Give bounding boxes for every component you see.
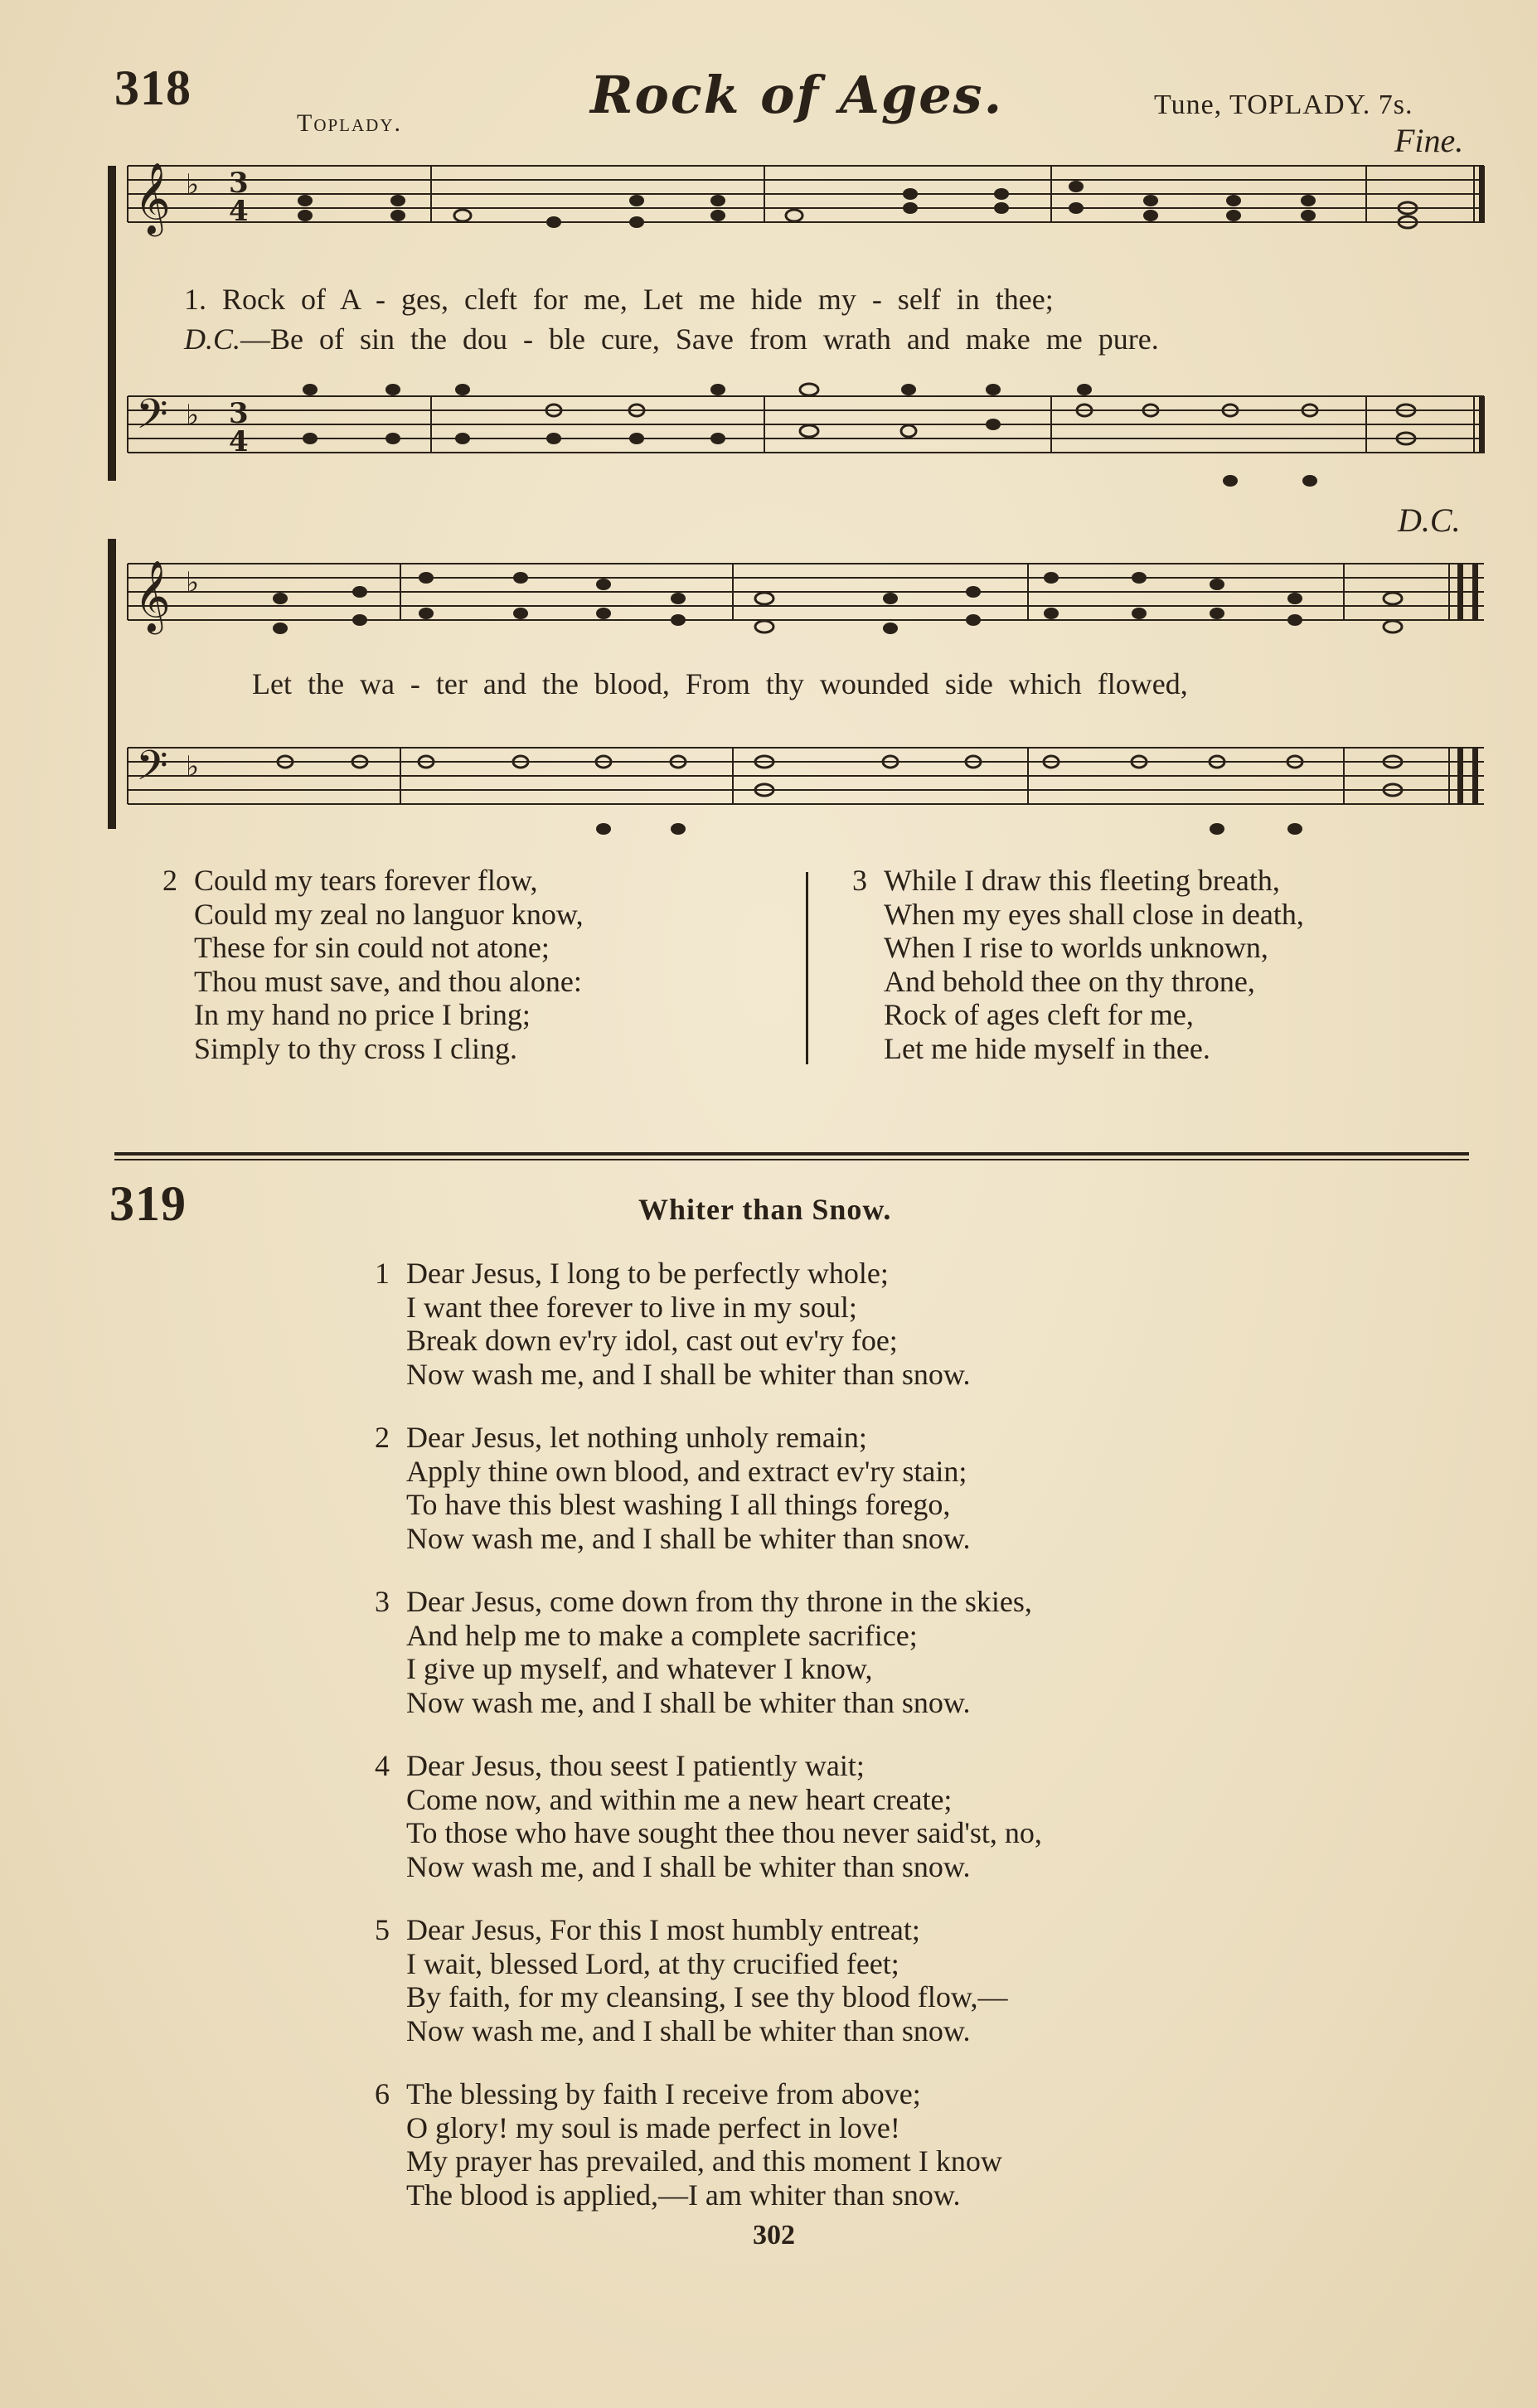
treble-notes-1: [298, 181, 1417, 228]
end-bar-bass-1: [1457, 748, 1463, 805]
verse-number: 4: [375, 1749, 390, 1782]
bass-time-top: 3: [229, 397, 249, 430]
bass-clef-icon: 𝄢: [136, 390, 168, 448]
verse-number: 3: [852, 864, 867, 897]
verse-line: Come now, and within me a new heart create;: [406, 1782, 953, 1816]
verse-line: 1 Dear Jesus, I long to be perfectly whole;: [375, 1257, 889, 1290]
verse-line: 3 While I draw this fleeting breath,: [852, 864, 1280, 897]
treble-staff-2: [128, 564, 1484, 620]
fine-double-bar: [1479, 166, 1485, 223]
verse-number: 3: [375, 1585, 390, 1618]
dc-marker: D.C.: [1398, 501, 1461, 539]
verse-line: Now wash me, and I shall be whiter than snow.: [406, 1849, 971, 1883]
verse-line: I want thee forever to live in my soul;: [406, 1290, 857, 1324]
hymn-318-number: 318: [114, 61, 192, 115]
end-bar-2: [1472, 564, 1478, 621]
verse-line: Apply thine own blood, and extract ev'ry stain;: [406, 1454, 967, 1488]
verse-block: [375, 1421, 1042, 1555]
verse-line: 4 Dear Jesus, thou seest I patiently wait;: [375, 1749, 865, 1782]
verse-divider: [806, 872, 808, 1064]
verse-line: Now wash me, and I shall be whiter than snow.: [406, 1685, 971, 1719]
verse-block: [375, 2077, 1042, 2212]
treble-staff-1: [128, 166, 1484, 222]
section-rule-top: [114, 1152, 1469, 1156]
verse-block: [375, 1257, 1042, 1391]
flat-icon-2: ♭: [186, 566, 200, 599]
verse-line: Break down ev'ry idol, cast out ev'ry foe;: [406, 1324, 898, 1357]
verse-line: When I rise to worlds unknown,: [884, 931, 1268, 964]
end-bar-1: [1457, 564, 1463, 621]
hymn-318-verse-3: [852, 864, 1304, 1065]
time-signature-bottom: 4: [229, 195, 249, 228]
treble-notes-2: [273, 572, 1402, 634]
verse-line: By faith, for my cleansing, I see thy blood flow,—: [406, 1980, 1008, 2013]
verse-line: I wait, blessed Lord, at thy crucified feet;: [406, 1946, 899, 1980]
verse-line: Let me hide myself in thee.: [884, 1031, 1210, 1065]
verse-line: In my hand no price I bring;: [194, 998, 531, 1031]
verse-line: 2 Could my tears forever flow,: [162, 864, 538, 897]
verse-number: 2: [375, 1421, 390, 1454]
verse-block: [375, 1749, 1042, 1883]
flat-icon: ♭: [186, 168, 200, 201]
verse-block: [375, 1913, 1042, 2047]
verse-number: 5: [375, 1913, 390, 1946]
section-rule-bottom: [114, 1159, 1469, 1160]
bass-staff-2: [128, 748, 1484, 804]
system-1-bar: [108, 166, 116, 481]
hymn-319-verses: [375, 1257, 1042, 2212]
treble-clef-icon-2: 𝄞: [134, 560, 171, 632]
hymn-318-tune: Tune, TOPLADY. 7s.: [1154, 90, 1413, 120]
verse-number: 1: [375, 1257, 390, 1290]
verse-line: The blood is applied,—I am whiter than snow.: [406, 2178, 961, 2212]
hymn-318-author: Toplady.: [297, 109, 402, 137]
bass-notes-1: [303, 384, 1415, 487]
lyrics-verse-1-line-1: 1. Rock of A - ges, cleft for me, Let me hide my - self in thee;: [184, 283, 1054, 316]
hymn-319-number: 319: [109, 1176, 187, 1231]
dc-label: D.C.: [184, 322, 241, 356]
fine-double-bar-bass: [1479, 396, 1485, 453]
hymn-318-title: Rock of Ages.: [590, 65, 1004, 125]
verse-line: Rock of ages cleft for me,: [884, 998, 1194, 1031]
verse-line: O glory! my soul is made perfect in love!: [406, 2110, 900, 2144]
verse-line: To have this blest washing I all things forego,: [406, 1488, 951, 1521]
verse-line: Thou must save, and thou alone:: [194, 964, 582, 998]
verse-block: [375, 1585, 1042, 1719]
dc-line-text: —Be of sin the dou - ble cure, Save from wrath and make me pure.: [240, 322, 1159, 356]
verse-line: I give up myself, and whatever I know,: [406, 1652, 873, 1685]
verse-line: 6 The blessing by faith I receive from above;: [375, 2077, 921, 2110]
end-bar-bass-2: [1472, 748, 1478, 805]
verse-line: My prayer has prevailed, and this moment I know: [406, 2144, 1002, 2178]
verse-line: Now wash me, and I shall be whiter than snow.: [406, 2013, 971, 2047]
verse-line: Now wash me, and I shall be whiter than snow.: [406, 1521, 971, 1555]
hymn-319-title: Whiter than Snow.: [638, 1193, 892, 1226]
treble-clef-icon: 𝄞: [134, 162, 171, 234]
verse-line: Could my zeal no languor know,: [194, 897, 584, 931]
verse-line: To those who have sought thee thou never said'st, no,: [406, 1816, 1042, 1849]
verse-number: 2: [162, 864, 177, 897]
verse-line: When my eyes shall close in death,: [884, 897, 1304, 931]
time-signature-top: 3: [229, 167, 249, 200]
hymn-318-verse-2: [162, 864, 584, 1065]
verse-line: 3 Dear Jesus, come down from thy throne in the skies,: [375, 1585, 1032, 1618]
verse-number: 6: [375, 2077, 390, 2110]
flat-icon-bass-2: ♭: [186, 750, 200, 783]
fine-marker: Fine.: [1394, 122, 1464, 159]
verse-line: Now wash me, and I shall be whiter than snow.: [406, 1357, 971, 1391]
bass-notes-2: [278, 756, 1402, 835]
verse-line: And behold thee on thy throne,: [884, 964, 1255, 998]
lyrics-dc-line: [184, 322, 1159, 356]
bass-clef-icon-2: 𝄢: [136, 742, 168, 800]
verse-line: Simply to thy cross I cling.: [194, 1031, 517, 1065]
verse-line: These for sin could not atone;: [194, 931, 550, 964]
system-2-bar: [108, 539, 116, 829]
verse-line: And help me to make a complete sacrifice;: [406, 1618, 918, 1652]
verse-line: 5 Dear Jesus, For this I most humbly entreat;: [375, 1913, 920, 1946]
bass-time-bottom: 4: [229, 425, 249, 458]
lyrics-verse-1-line-3: Let the wa - ter and the blood, From thy wounded side which flowed,: [252, 667, 1188, 700]
page-number: 302: [753, 2220, 795, 2251]
flat-icon-bass: ♭: [186, 399, 200, 432]
verse-line: 2 Dear Jesus, let nothing unholy remain;: [375, 1421, 867, 1454]
